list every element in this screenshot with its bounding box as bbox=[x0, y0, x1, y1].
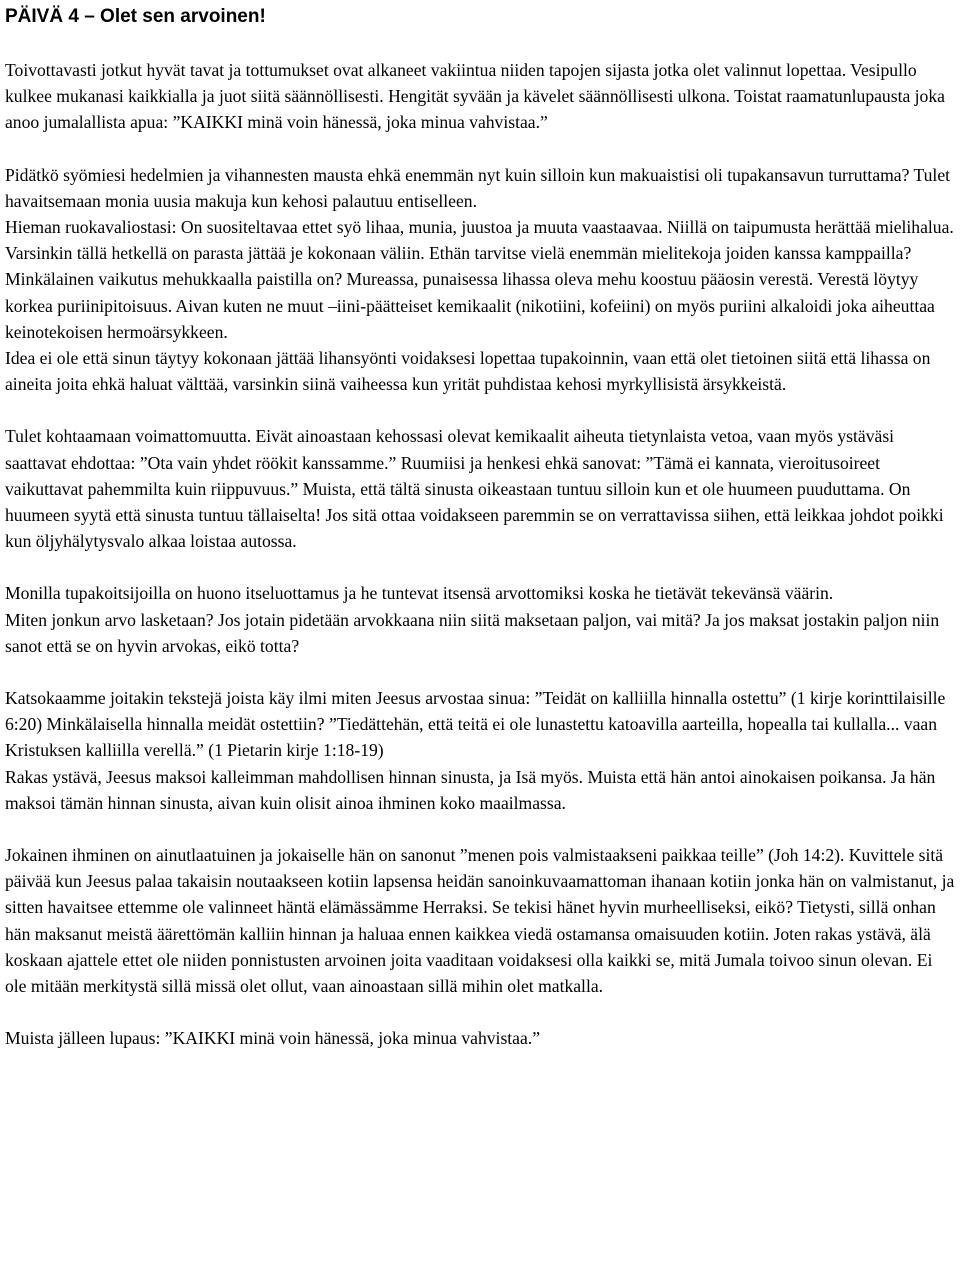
text-block: Minkälainen vaikutus mehukkaalla paistilla on? Mureassa, punaisessa lihassa oleva mehu koostuu pääosin verestä. Verestä löytyy korkea puriinipitoisuus. Aivan kuten ne muut –iini-päätteiset kemikaalit (nikotiini, kofeiini) on myös puriini alkaloidi joka aiheuttaa keinotekoisen hermoärsykkeen. bbox=[5, 269, 935, 342]
document-page bbox=[5, 4, 957, 1078]
text-block: Hieman ruokavaliostasi: On suositeltavaa ettet syö lihaa, munia, juustoa ja muuta vaastaavaa. Niillä on taipumusta herättää mielihalua. Varsinkin tällä hetkellä on parasta jättää je kokonaan väliin. Ethän tarvitse vielä enemmän mielitekoja joiden kanssa kamppailla? bbox=[5, 217, 954, 264]
text-block: Katsokaamme joitakin tekstejä joista käy ilmi miten Jeesus arvostaa sinua: ”Teidät on kalliilla hinnalla ostettu” (1 kirje korinttilaisille 6:20) Minkälaisella hinnalla meidät ostettiin? ”Tiedättehän, että teitä ei ole lunastettu katoavilla aarteilla, hopealla tai kullalla... vaan Kristuksen kalliilla verellä.” (1 Pietarin kirje 1:18-19) bbox=[5, 688, 946, 761]
paragraph-unique bbox=[5, 842, 957, 999]
paragraph-habits bbox=[5, 57, 957, 136]
text-block: Idea ei ole että sinun täytyy kokonaan jättää lihansyönti voidaksesi lopettaa tupakoinnin, vaan että olet tietoinen siitä että lihassa on aineita joita ehkä haluat välttää, varsinkin siinä vaiheessa kun yrität puhdistaa kehosi myrkyllisistä ärsykkeistä. bbox=[5, 348, 931, 395]
paragraph-diet bbox=[5, 162, 957, 398]
paragraph-scripture bbox=[5, 685, 957, 816]
text-block: Muista jälleen lupaus: ”KAIKKI minä voin hänessä, joka minua vahvistaa.” bbox=[5, 1028, 541, 1049]
text-block: Miten jonkun arvo lasketaan? Jos jotain pidetään arvokkaana niin siitä maksetaan paljon, vai mitä? Ja jos maksat jostakin paljon niin sanot että se on hyvin arvokas, eikö totta? bbox=[5, 609, 940, 656]
paragraph-promise bbox=[5, 1025, 957, 1051]
text-block: Rakas ystävä, Jeesus maksoi kalleimman mahdollisen hinnan sinusta, ja Isä myös. Muista että hän antoi ainokaisen poikansa. Ja hän maksoi tämän hinnan sinusta, aivan kuin olisit ainoa ihminen koko maailmassa. bbox=[5, 766, 936, 813]
page-title: PÄIVÄ 4 – Olet sen arvoinen! bbox=[5, 6, 266, 27]
text-block: Tulet kohtaamaan voimattomuutta. Eivät ainoastaan kehossasi olevat kemikaalit aiheuta tietynlaista vetoa, vaan myös ystäväsi saattavat ehdottaa: ”Ota vain yhdet röökit kanssamme.” Ruumiisi ja henkesi ehkä sanovat: ”Tämä ei kannata, vieroitusoireet vaikuttavat pahemmilta kuin riippuvuus.” Muista, että tältä sinusta oikeastaan tuntuu silloin kun et ole huumeen puuduttama. On huumeen syytä että sinusta tuntuu tällaiselta! Jos sitä ottaa voidakseen paremmin se on verrattavissa siihen, että leikkaa johdot poikki kun öljyhälytysvalo alkaa loistaa autossa. bbox=[5, 426, 944, 552]
paragraph-self-worth bbox=[5, 580, 957, 659]
text-block: Toivottavasti jotkut hyvät tavat ja tottumukset ovat alkaneet vakiintua niiden tapojen sijasta jotka olet valinnut lopettaa. Vesipullo kulkee mukanasi kaikkialla ja juot siitä säännöllisesti. Hengität syvään ja kävelet säännöllisesti ulkona. Toistat raamatunlupausta joka anoo jumalallista apua: ”KAIKKI minä voin hänessä, joka minua vahvistaa.” bbox=[5, 60, 945, 133]
text-block: Monilla tupakoitsijoilla on huono itseluottamus ja he tuntevat itsensä arvottomiksi koska he tietävät tekevänsä väärin. bbox=[5, 583, 834, 604]
text-block: Jokainen ihminen on ainutlaatuinen ja jokaiselle hän on sanonut ”menen pois valmistaakseni paikkaa teille” (Joh 14:2). Kuvittele sitä päivää kun Jeesus palaa takaisin noutaakseen kotiin lapsensa heidän sanoinkuvaamattoman ihanaan kotiin jonka hän on valmistanut, ja sitten havaitsee ettemme ole valinneet häntä elämässämme Herraksi. Se tekisi hänet hyvin murheelliseksi, eikö? Tietysti, sillä onhan hän maksanut meistä äärettömän kalliin hinnan ja haluaa ennen kaikkea viedä ostamansa omaisuuden kotiin. Joten rakas ystävä, älä koskaan ajattele ettet ole niiden ponnistusten arvoinen joita vaaditaan voidaksesi olla kaikki se, mitä Jumala toivoo sinun olevan. Ei ole mitään merkitystä sillä missä olet ollut, vaan ainoastaan sillä mihin olet matkalla. bbox=[5, 845, 955, 997]
paragraph-weakness bbox=[5, 423, 957, 554]
text-block: Pidätkö syömiesi hedelmien ja vihannesten mausta ehkä enemmän nyt kuin silloin kun makuaistisi oli tupakansavun turruttama? Tulet havaitsemaan monia uusia makuja kun kehosi palautuu entiselleen. bbox=[5, 164, 951, 211]
